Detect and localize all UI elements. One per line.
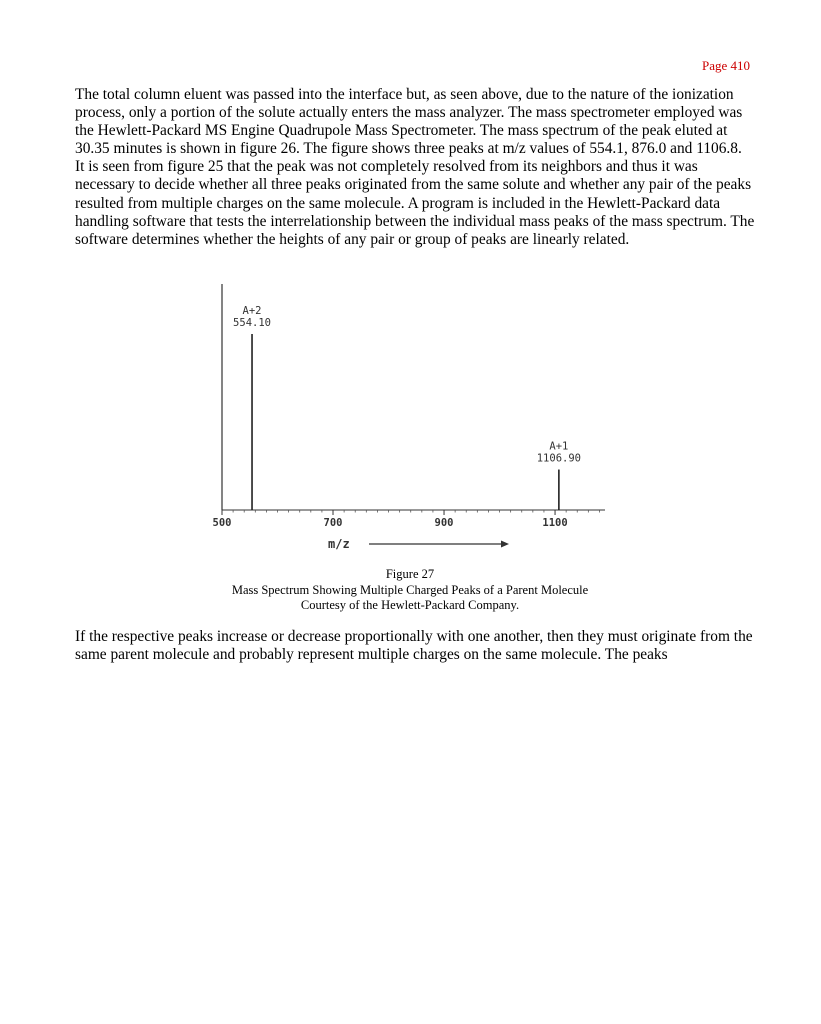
intro-paragraph: The total column eluent was passed into the interface but, as seen above, due to the nature of the ionization process, only a portion of the solute actually enters the mass analyzer. The mass spectrometer employed was the Hewlett-Packard MS Engine Quadrupole Mass Spectrometer. The mass spectrum of the peak eluted at 30.35 minutes is shown in figure 26. The figure shows three peaks at m/z values of 554.1, 876.0 and 1106.8. It is seen from figure 25 that the peak was not completely resolved from its neighbors and thus it was necessary to decide whether all three peaks originated from the same solute and whether any pair of the peaks resulted from multiple charges on the same molecule. A program is included in the Hewlett-Packard data handling software that tests the interrelationship between the individual mass peaks of the mass spectrum. The software determines whether the heights of any pair or group of peaks are linearly related. [75,86,755,248]
figure-number: Figure 27 [385,567,435,581]
x-tick-label: 500 [212,517,232,529]
x-tick-label: 700 [323,517,343,529]
peak-ion-label: A+2 [242,305,262,317]
peak-mz-label: 1106.90 [536,452,582,465]
x-axis-label: m/z [328,537,350,551]
mass-spectrum-chart [205,282,610,552]
figure-credit: Courtesy of the Hewlett-Packard Company. [300,598,520,612]
followup-paragraph: If the respective peaks increase or decrease proportionally with one another, then they must originate from the same parent molecule and probably represent multiple charges on the same molecule. The peaks [75,628,753,664]
page-number: Page 410 [701,58,750,73]
peak-mz-label: 554.10 [233,317,271,329]
x-direction-arrow-head [501,541,509,548]
peak-ion-label: A+1 [549,440,569,453]
x-tick-label: 1100 [542,517,568,529]
mass-spectrum-figure [205,282,610,552]
figure-caption: Mass Spectrum Showing Multiple Charged Peaks of a Parent Molecule [231,583,589,597]
x-tick-label: 900 [434,517,454,529]
